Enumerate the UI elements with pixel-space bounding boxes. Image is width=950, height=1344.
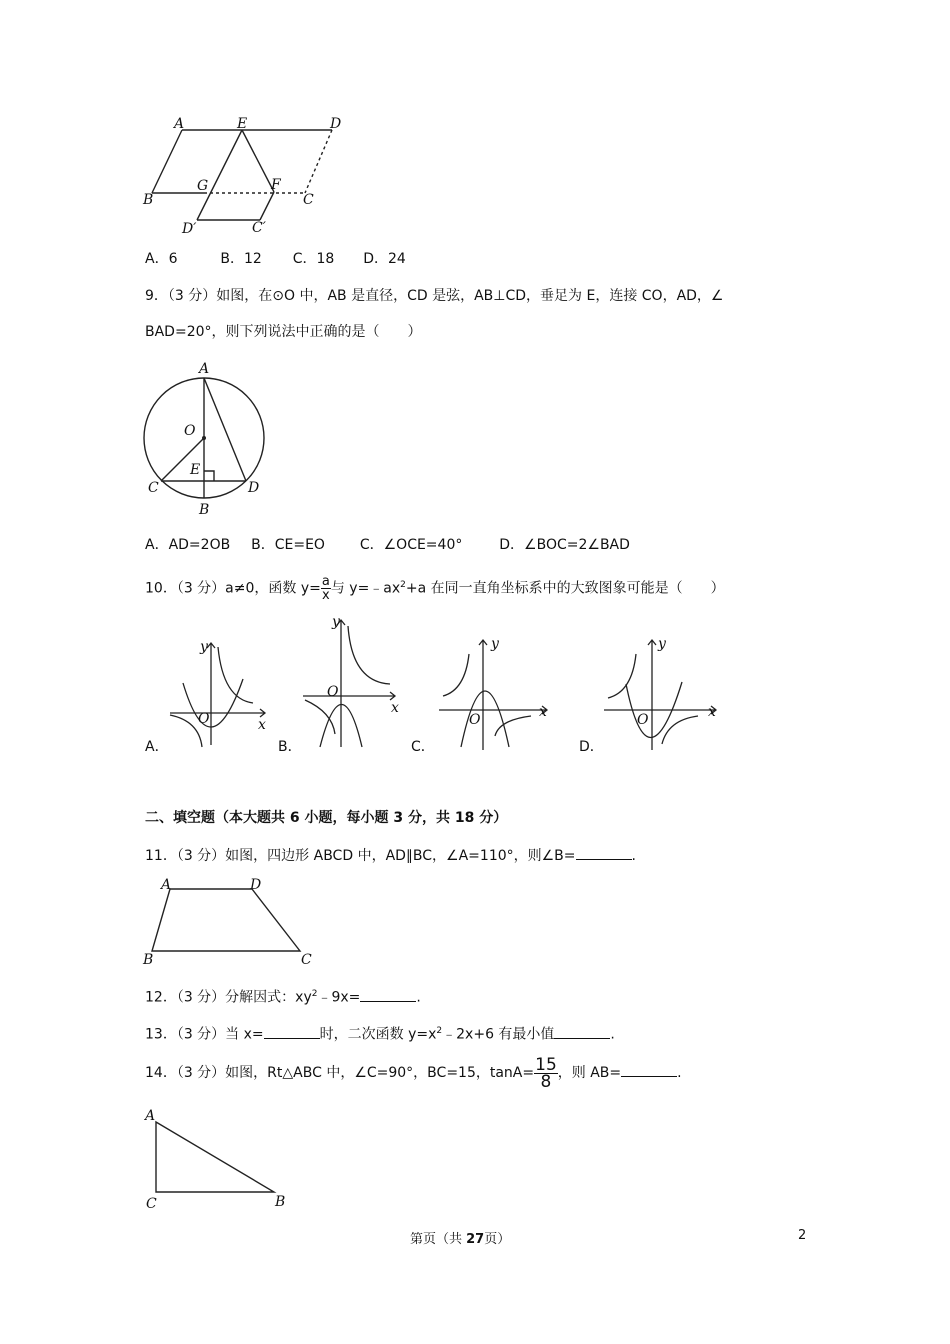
q8-label-f: F (271, 177, 281, 193)
q8-option-b[interactable]: B．12 (220, 251, 262, 267)
q10-c-o-label: O (469, 712, 481, 728)
q13-answer-blank-x[interactable] (264, 1024, 320, 1039)
footer-total: 27 (466, 1232, 485, 1247)
q14-fraction (534, 1054, 558, 1092)
q10-a-o-label: O (198, 711, 210, 727)
q8-label-c: C (303, 192, 314, 208)
q13-suffix: ﹣2x+6 有最小值 (442, 1026, 555, 1043)
q8-label-b: B (143, 192, 154, 208)
q8-option-c[interactable]: C．18 (292, 251, 335, 267)
q9-label-b: B (199, 502, 210, 518)
q10-graph-a (165, 635, 275, 755)
q10-option-c[interactable]: C． (411, 739, 435, 755)
q8-label-c-prime: C′ (252, 220, 266, 236)
q11-label-a: A (161, 877, 172, 893)
q13-answer-blank-min[interactable] (554, 1024, 610, 1039)
q10-stem (145, 568, 725, 606)
q9-label-o: O (184, 423, 196, 439)
q10-frac-num: a (321, 574, 330, 590)
q11-answer-blank[interactable] (576, 845, 632, 860)
q10-graph-c (435, 632, 555, 752)
q10-fraction (321, 575, 331, 602)
footer-left: 第页（共 (410, 1232, 467, 1247)
q11-end: . (631, 848, 636, 864)
q12-prefix: 12．（3 分）分解因式：xy (145, 989, 312, 1006)
q9-option-a[interactable]: A．AD=2OB (145, 537, 231, 553)
q8-label-e: E (237, 116, 248, 132)
q11-label-b: B (143, 952, 154, 968)
q9-label-e: E (190, 462, 201, 478)
q10-c-x-label: x (539, 704, 547, 720)
q10-graph-d (600, 632, 720, 752)
q10-option-a[interactable]: A． (145, 739, 169, 755)
q8-label-d-prime: D′ (182, 221, 197, 237)
q9-label-c: C (148, 480, 159, 496)
q12-answer-blank[interactable] (360, 987, 416, 1002)
q8-figure (140, 112, 360, 242)
q14-label-b: B (275, 1194, 286, 1210)
q9-stem-line2: BAD=20°，则下列说法中正确的是（ ） (145, 324, 422, 340)
q10-b-o-label: O (327, 684, 339, 700)
q10-suffix: +a 在同一直角坐标系中的大致图象可能是（ ） (405, 580, 725, 597)
q9-stem-line1: 9．（3 分）如图，在⊙O 中，AB 是直径，CD 是弦，AB⊥CD，垂足为 E，连接 CO，AD，∠ (145, 288, 724, 304)
q14-end: . (677, 1065, 682, 1081)
q8-options (145, 249, 406, 269)
q14-frac-num: 15 (535, 1054, 557, 1075)
q8-option-d[interactable]: D．24 (363, 251, 406, 267)
q10-prefix: 10．（3 分）a≠0，函数 y= (145, 580, 321, 597)
q11-label-c: C (301, 952, 312, 968)
q10-frac-den: x (321, 588, 330, 604)
page-number: 2 (798, 1228, 807, 1243)
q9-option-d[interactable]: D．∠BOC=2∠BAD (499, 537, 630, 553)
q9-options (145, 535, 630, 555)
q10-graph-b (300, 612, 410, 752)
q10-a-x-label: x (258, 717, 266, 733)
q13-stem (145, 1021, 615, 1045)
q10-option-b[interactable]: B． (278, 739, 302, 755)
q13-sup: 2 (436, 1026, 443, 1036)
q10-sup: 2 (400, 580, 406, 590)
q10-d-x-label: x (708, 704, 716, 720)
q13-prefix: 13．（3 分）当 x= (145, 1026, 264, 1043)
q8-label-a: A (174, 116, 185, 132)
q13-middle: 时，二次函数 y=x (319, 1026, 437, 1043)
q10-c-y-label: y (491, 636, 499, 652)
q10-middle: 与 y=﹣ax (330, 580, 401, 597)
q8-label-d: D (330, 116, 342, 132)
q10-a-y-label: y (200, 639, 208, 655)
q14-label-a: A (145, 1108, 156, 1124)
q12-sup: 2 (311, 989, 318, 999)
q9-label-a: A (199, 361, 210, 377)
q10-option-d[interactable]: D． (579, 739, 604, 755)
q9-option-b[interactable]: B．CE=EO (251, 537, 325, 553)
q12-stem (145, 984, 421, 1008)
q10-d-y-label: y (658, 636, 666, 652)
q12-end: . (416, 989, 421, 1006)
q14-stem (145, 1053, 682, 1093)
q10-d-o-label: O (637, 712, 649, 728)
q11-label-d: D (250, 877, 262, 893)
q8-label-g: G (197, 178, 209, 194)
q13-end: . (610, 1026, 615, 1043)
q14-answer-blank[interactable] (621, 1062, 677, 1077)
q9-option-c[interactable]: C．∠OCE=40° (359, 537, 463, 553)
q11-text: 11．（3 分）如图，四边形 ABCD 中，AD∥BC，∠A=110°，则∠B= (145, 848, 576, 864)
q8-option-a[interactable]: A．6 (145, 251, 178, 267)
q14-suffix: ，则 AB= (557, 1065, 622, 1081)
section2-title: 二、填空题（本大题共 6 小题，每小题 3 分，共 18 分） (145, 810, 508, 826)
q11-figure (140, 875, 320, 970)
q14-figure (140, 1100, 300, 1215)
page-footer (410, 1228, 510, 1247)
q10-b-y-label: y (332, 614, 340, 630)
q9-figure (140, 360, 280, 520)
q11-stem (145, 845, 636, 866)
q14-prefix: 14．（3 分）如图，Rt△ABC 中，∠C=90°，BC=15，tanA= (145, 1065, 535, 1081)
q12-suffix: ﹣9x= (317, 989, 361, 1006)
footer-right: 页） (484, 1232, 511, 1247)
q9-label-d: D (248, 480, 260, 496)
q14-frac-den: 8 (540, 1071, 552, 1092)
q14-label-c: C (146, 1196, 157, 1212)
q10-b-x-label: x (391, 700, 399, 716)
